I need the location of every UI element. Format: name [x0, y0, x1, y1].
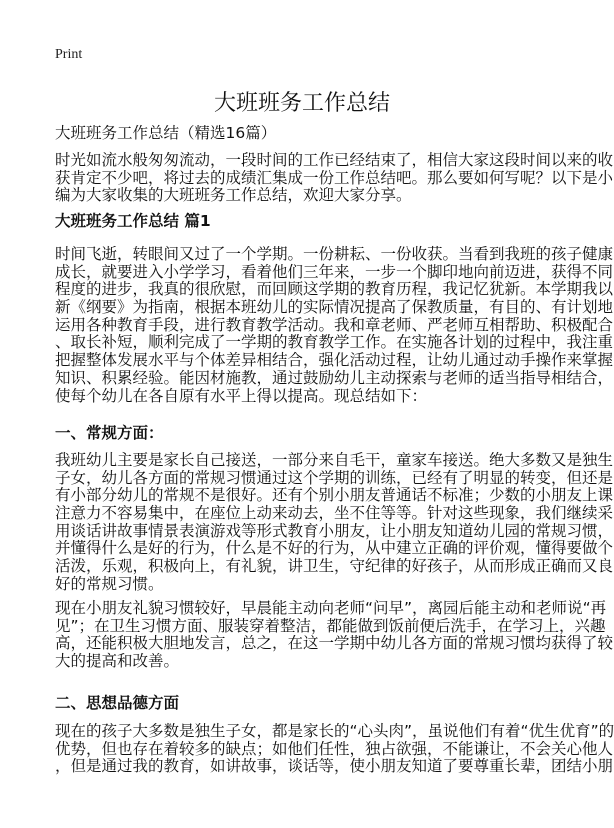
document-title: 大班班务工作总结: [213, 91, 390, 116]
paragraph: [55, 722, 614, 776]
text-line: 见”；在卫生习惯方面、服装穿着整洁，都能做到饭前便后洗手，在学习上，兴趣: [55, 616, 606, 635]
text-line: 高，还能积极大胆地发言，总之，在这一学期中幼儿各方面的常规习惯均获得了较: [55, 634, 614, 653]
text-line: 成长，就要进入小学学习，看着他们三年来，一步一个脚印地向前迈进，获得不同: [55, 262, 614, 281]
text-line: 活泼，乐观，积极向上，有礼貌，讲卫生，守纪律的好孩子，从而形成正确而又良: [55, 557, 614, 576]
text-line: 把握整体发展水平与个体差异相结合，强化活动过程，让幼儿通过动手操作来掌握: [55, 351, 614, 370]
text-line: 现在的孩子大多数是独生子女，都是家长的“心头肉”，虽说他们有着“优生优育”的: [55, 722, 614, 740]
text-line: 、取长补短，顺利完成了一学期的教育教学工作。在实施各计划的过程中，我注重: [55, 333, 614, 352]
text-line: 现在小朋友礼貌习惯较好，早晨能主动向老师“问早”，离园后能主动和老师说“再: [55, 599, 607, 617]
text-line: 子女，幼儿各方面的常规习惯通过这个学期的训练，已经有了明显的转变，但还是: [55, 468, 614, 487]
text-line: 时光如流水般匆匆流动，一段时间的工作已经结束了，相信大家这段时间以来的收: [55, 151, 614, 169]
paragraph: [55, 599, 614, 671]
text-line: 优势，但也存在着较多的缺点；如他们任性，独占欲强，不能谦让，不会关心他人: [55, 739, 614, 758]
document-subtitle: 大班班务工作总结（精选16篇）: [55, 124, 277, 142]
paragraph: [55, 451, 614, 594]
text-line: 时间飞逝，转眼间又过了一个学期。一份耕耘、一份收获。当看到我班的孩子健康: [55, 245, 614, 263]
text-line: 用谈话讲故事情景表演游戏等形式教育小朋友，让小朋友知道幼儿园的常规习惯，: [55, 521, 614, 540]
text-line: 获肯定不少吧，将过去的成绩汇集成一份工作总结吧。那么要如何写呢？以下是小: [55, 168, 614, 187]
text-line: 程度的进步，我真的很欣慰，而回顾这学期的教育历程，我记忆犹新。本学期我以: [55, 280, 614, 299]
subheading: 二、思想品德方面: [55, 694, 180, 712]
text-line: 知识、积累经验。能因材施教，通过鼓励幼儿主动探索与老师的适当指导相结合，: [55, 368, 614, 387]
paragraph: [55, 245, 614, 405]
subheading: 一、常规方面：: [55, 424, 164, 442]
text-line: 有小部分幼儿的常规不是很好。还有个别小朋友普通话不标准；少数的小朋友上课: [55, 486, 614, 505]
text-line: ，但是通过我的教育，如讲故事，谈话等，使小朋友知道了要尊重长辈，团结小朋: [55, 757, 614, 776]
text-line: 好的常规习惯。: [55, 574, 164, 593]
text-line: 并懂得什么是好的行为，什么是不好的行为，从中建立正确的评价观，懂得要做个: [55, 539, 614, 558]
intro-paragraph: [55, 151, 614, 205]
text-line: 新《纲要》为指南，根据本班幼儿的实际情况提高了保教质量，有目的、有计划地: [55, 298, 614, 317]
text-line: 运用各种教育手段，进行教育教学活动。我和章老师、严老师互相帮助、积极配合: [55, 315, 614, 334]
print-label[interactable]: Print: [55, 47, 83, 62]
text-line: 大的提高和改善。: [55, 652, 180, 671]
text-line: 使每个幼儿在各自原有水平上得以提高。现总结如下：: [55, 386, 428, 405]
section-title: 大班班务工作总结 篇1: [55, 212, 211, 230]
text-line: 我班幼儿主要是家长自己接送，一部分来自毛干，童家车接送。绝大多数又是独生: [55, 451, 614, 469]
text-line: 注意力不容易集中，在座位上动来动去，坐不住等等。针对这些现象，我们继续采: [55, 504, 614, 523]
text-line: 编为大家收集的大班班务工作总结，欢迎大家分享。: [55, 186, 412, 205]
